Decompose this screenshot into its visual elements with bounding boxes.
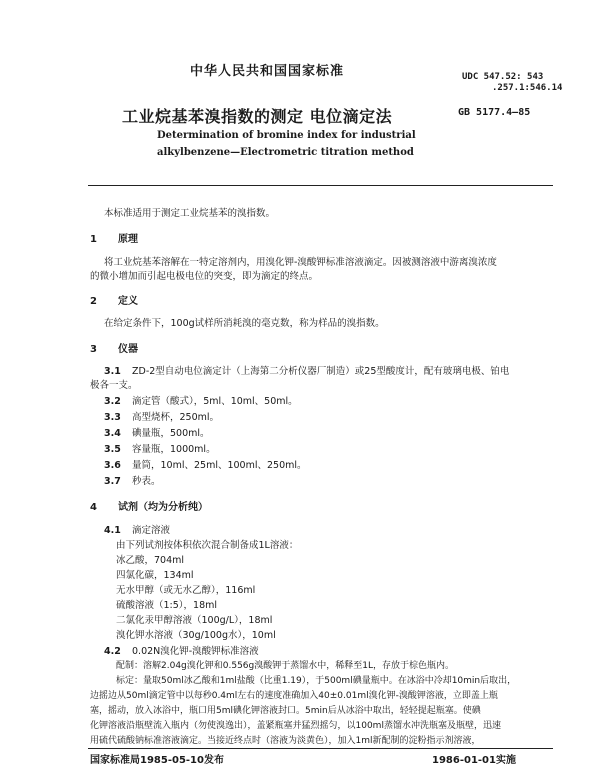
- english-title-line-1: Determination of bromine index for industrial: [157, 130, 416, 141]
- item-text: 0.02N溴化钾-溴酸钾标准溶液: [132, 646, 259, 657]
- section-3-heading: [90, 340, 138, 355]
- item-4-1: [104, 522, 170, 536]
- reagent-item: 四氯化碳，134ml: [116, 570, 194, 581]
- section-number: 1: [90, 234, 97, 245]
- section-title: 试剂（均为分析纯）: [118, 502, 208, 513]
- reagent-item: 溴化钾水溶液（30g/100g水），10ml: [116, 630, 276, 641]
- item-text: ZD-2型自动电位滴定计（上海第二分析仪器厂制造）或25型酸度计，配有玻璃电极、铂电: [132, 366, 510, 377]
- udc-code-continuation: .257.1:546.14: [492, 83, 563, 93]
- reagent-item: 二氯化汞甲醇溶液（100g/L），18ml: [116, 615, 273, 626]
- item-text: 量筒，10ml、25ml、100ml、250ml。: [132, 460, 307, 471]
- item-3-4: [104, 425, 210, 439]
- section-4-heading: [90, 498, 208, 513]
- item-3-5: [104, 441, 216, 455]
- section-title: 仪器: [118, 344, 138, 355]
- item-number: 3.6: [104, 460, 121, 471]
- section-1-para-line-1: 将工业烷基苯溶解在一特定溶剂内，用溴化钾-溴酸钾标准溶液滴定。因被测溶液中游离溴浓度: [104, 257, 497, 268]
- item-text: 容量瓶，1000ml。: [132, 444, 216, 455]
- reagent-mix-intro: 由下列试剂按体积依次混合制备成1L溶液：: [116, 540, 299, 551]
- item-number: 3.3: [104, 412, 121, 423]
- item-text: 碘量瓶，500ml。: [132, 428, 210, 439]
- section-2-heading: [90, 292, 138, 307]
- item-number: 3.4: [104, 428, 121, 439]
- preparation-text: 配制：溶解2.04g溴化钾和0.556g溴酸钾于蒸馏水中，稀释至1L，存放于棕色瓶内。: [116, 661, 454, 671]
- section-number: 2: [90, 296, 97, 307]
- item-text: 滴定管（酸式），5ml、10ml、50ml。: [132, 396, 298, 407]
- section-title: 定义: [118, 296, 138, 307]
- section-1-heading: [90, 230, 138, 245]
- section-number: 4: [90, 502, 97, 513]
- section-2-para: 在给定条件下，100g试样所消耗溴的毫克数，称为样品的溴指数。: [104, 318, 385, 329]
- item-3-3: [104, 409, 219, 423]
- effective-date: 1986-01-01实施: [432, 755, 516, 766]
- item-3-2: [104, 393, 298, 407]
- section-1-para-line-2: 的微小增加而引起电极电位的突变，即为滴定的终点。: [90, 271, 319, 282]
- item-number: 4.1: [104, 525, 121, 536]
- reagent-item: 冰乙酸，704ml: [116, 555, 185, 566]
- item-text: 秒表。: [132, 476, 161, 487]
- standardization-line-1: 标定：量取50ml冰乙酸和1ml盐酸（比重1.19），于500ml碘量瓶中。在冰浴中冷却10min后取出，: [116, 676, 517, 686]
- udc-code: UDC 547.52: 543: [462, 72, 544, 82]
- english-title-line-2: alkylbenzene—Electrometric titration method: [157, 147, 414, 158]
- gb-number: GB 5177.4—85: [458, 107, 531, 118]
- item-number: 3.1: [104, 366, 121, 377]
- item-text: 滴定溶液: [132, 525, 171, 536]
- scope-statement: 本标准适用于测定工业烷基苯的溴指数。: [104, 208, 276, 219]
- issue-date: 国家标准局1985-05-10发布: [90, 755, 224, 766]
- item-number: 3.2: [104, 396, 121, 407]
- header-divider: [88, 185, 553, 186]
- item-3-6: [104, 457, 307, 471]
- item-3-1-continued: 极各一支。: [90, 380, 138, 391]
- section-number: 3: [90, 344, 97, 355]
- footer-divider: [88, 748, 553, 749]
- item-3-7: [104, 473, 161, 487]
- item-number: 3.5: [104, 444, 121, 455]
- standardization-line-3: 塞，摇动，放入冰浴中，瓶口用5ml碘化钾溶液封口。5min后从冰浴中取出，轻轻提起瓶塞。使碘: [90, 706, 481, 716]
- standardization-line-4: 化钾溶液沿瓶壁流入瓶内（勿使溴逸出），盖紧瓶塞并猛烈摇匀，以100ml蒸馏水冲洗瓶塞及瓶壁，迅速: [90, 721, 501, 731]
- item-3-1: [104, 363, 509, 377]
- standard-body-title: 中华人民共和国国家标准: [190, 64, 345, 79]
- standardization-line-2: 边摇边从50ml滴定管中以每秒0.4ml左右的速度准确加入40±0.01ml溴化钾-溴酸钾溶液，立即盖上瓶: [90, 691, 498, 701]
- standardization-line-5: 用硫代硫酸钠标准溶液滴定。当接近终点时（溶液为淡黄色），加入1ml新配制的淀粉指示剂溶液，: [90, 736, 481, 746]
- section-title: 原理: [118, 234, 138, 245]
- reagent-item: 无水甲醇（或无水乙醇），116ml: [116, 585, 256, 596]
- item-4-2: [104, 643, 259, 657]
- item-number: 4.2: [104, 646, 121, 657]
- document-title: 工业烷基苯溴指数的测定 电位滴定法: [122, 107, 393, 126]
- reagent-item: 硫酸溶液（1:5），18ml: [116, 600, 218, 611]
- item-number: 3.7: [104, 476, 121, 487]
- item-text: 高型烧杯，250ml。: [132, 412, 220, 423]
